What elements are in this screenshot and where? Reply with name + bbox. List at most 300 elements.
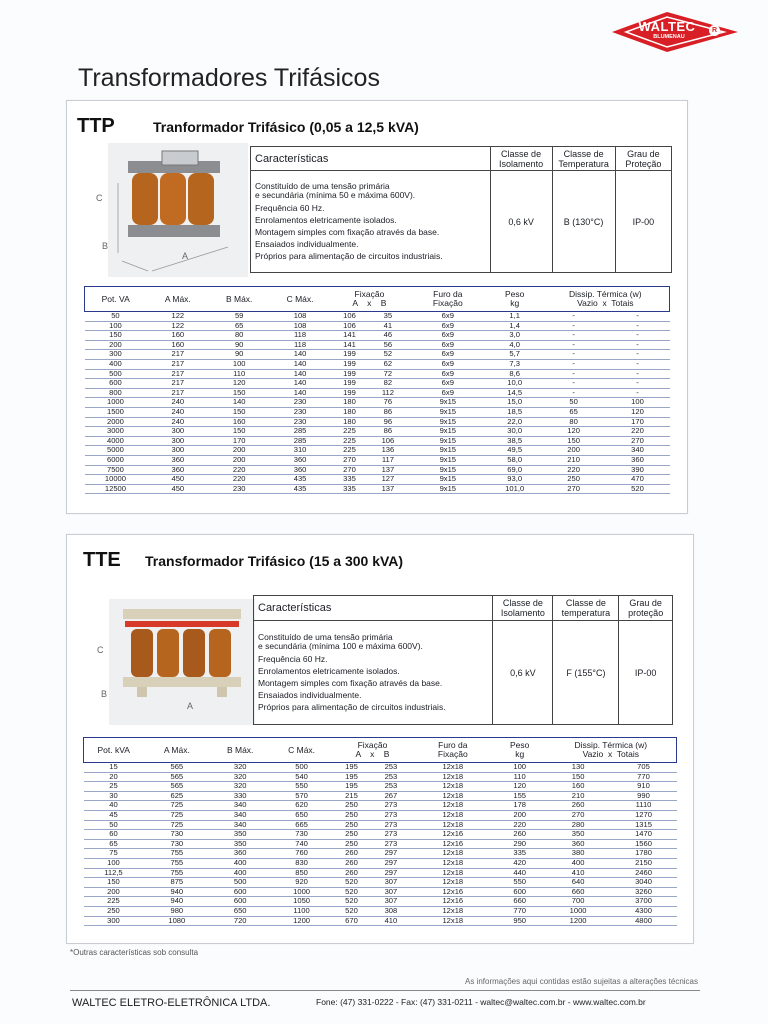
- spec-line: e secundária (mínima 50 e máxima 600V).: [255, 189, 416, 200]
- ttp-panel: [66, 100, 688, 514]
- table-cell: 570: [270, 791, 333, 801]
- ttp-subtitle: Tranformador Trifásico (0,05 a 12,5 kVA): [153, 119, 419, 135]
- table-cell: 725: [143, 801, 210, 811]
- table-row: [85, 379, 670, 389]
- table-cell: -: [542, 331, 606, 341]
- table-cell: 12x18: [412, 916, 494, 926]
- table-row: [85, 359, 670, 369]
- table-cell: 230: [269, 417, 331, 427]
- table-cell: 150: [209, 427, 269, 437]
- table-cell: 755: [143, 868, 210, 878]
- table-cell: 520: [333, 878, 370, 888]
- table-cell: 120: [494, 782, 546, 792]
- table-cell: 4300: [611, 906, 677, 916]
- table-cell: 308: [370, 906, 412, 916]
- table-cell: 360: [546, 839, 611, 849]
- tte-data-table: [83, 737, 677, 926]
- logo-city: BLUMENAU: [653, 34, 685, 40]
- col-header-fixation: [331, 287, 408, 312]
- table-cell: 1200: [270, 916, 333, 926]
- footer-contacts: Fone: (47) 331-0222 - Fax: (47) 331-0211 - waltec@waltec.com.br - www.waltec.com.br: [316, 997, 646, 1007]
- table-cell: 56: [368, 340, 408, 350]
- table-row: [85, 455, 670, 465]
- table-cell: 30,0: [488, 427, 542, 437]
- spec-protection-value: IP-00: [615, 171, 671, 273]
- table-cell: 9x15: [408, 398, 488, 408]
- ttp-code: TTP: [77, 115, 115, 137]
- table-row: [84, 849, 677, 859]
- table-cell: 12x18: [412, 772, 494, 782]
- table-cell: -: [542, 369, 606, 379]
- table-row: [85, 398, 670, 408]
- spec-line: Constituído de uma tensão primária: [258, 631, 393, 642]
- table-cell: 260: [333, 858, 370, 868]
- table-cell: -: [542, 312, 606, 322]
- table-cell: 620: [270, 801, 333, 811]
- table-cell: 140: [269, 359, 331, 369]
- table-cell: 700: [546, 897, 611, 907]
- tte-transformer-photo: [97, 599, 255, 725]
- spec-header-protection: Grau de proteção: [619, 596, 673, 621]
- table-cell: 127: [368, 475, 408, 485]
- tte-code: TTE: [83, 549, 121, 571]
- table-cell: 141: [331, 331, 368, 341]
- table-cell: 200: [542, 446, 606, 456]
- table-cell: 9x15: [408, 446, 488, 456]
- table-cell: 435: [269, 484, 331, 494]
- tte-panel: [66, 534, 694, 944]
- table-cell: 670: [333, 916, 370, 926]
- tte-subtitle: Transformador Trifásico (15 a 300 kVA): [145, 553, 404, 569]
- table-cell: 52: [368, 350, 408, 360]
- table-cell: 217: [146, 388, 209, 398]
- table-cell: 565: [143, 772, 210, 782]
- table-cell: 9x15: [408, 465, 488, 475]
- table-cell: 290: [494, 839, 546, 849]
- table-cell: 297: [370, 849, 412, 859]
- table-cell: 660: [546, 887, 611, 897]
- table-cell: 3700: [611, 897, 677, 907]
- table-cell: 12x16: [412, 887, 494, 897]
- table-cell: 380: [546, 849, 611, 859]
- table-cell: 565: [143, 763, 210, 773]
- table-cell: 12x18: [412, 791, 494, 801]
- table-cell: 270: [542, 484, 606, 494]
- disclaimer: As informações aqui contidas estão sujeitas a alterações técnicas: [464, 977, 698, 986]
- col-header-line: Furo da: [433, 289, 463, 299]
- table-cell: 210: [542, 455, 606, 465]
- table-cell: 40: [84, 801, 144, 811]
- table-cell: -: [542, 388, 606, 398]
- spec-header-temperature: Classe de Temperatura: [552, 147, 615, 171]
- table-cell: 49,5: [488, 446, 542, 456]
- table-cell: 990: [611, 791, 677, 801]
- col-header: Pot. kVA: [84, 738, 144, 763]
- table-cell: 210: [546, 791, 611, 801]
- col-header-line: Vazio x Totais: [582, 749, 640, 759]
- col-header-line: Peso: [510, 740, 530, 750]
- table-cell: 435: [269, 475, 331, 485]
- table-cell: 199: [331, 359, 368, 369]
- table-cell: 60: [84, 830, 144, 840]
- table-cell: 440: [494, 868, 546, 878]
- table-cell: 122: [146, 312, 209, 322]
- table-cell: 300: [84, 916, 144, 926]
- table-cell: 250: [333, 830, 370, 840]
- table-cell: 117: [368, 455, 408, 465]
- table-cell: 660: [494, 897, 546, 907]
- table-cell: 650: [270, 810, 333, 820]
- table-cell: 217: [146, 369, 209, 379]
- table-cell: 225: [331, 446, 368, 456]
- table-cell: 270: [331, 455, 368, 465]
- table-cell: 1780: [611, 849, 677, 859]
- table-cell: 360: [269, 465, 331, 475]
- table-row: [84, 830, 677, 840]
- col-header-line: A x B: [352, 298, 387, 308]
- table-cell: 12x18: [412, 868, 494, 878]
- table-cell: 100: [84, 858, 144, 868]
- table-cell: -: [606, 359, 670, 369]
- table-cell: 14,5: [488, 388, 542, 398]
- table-cell: 2150: [611, 858, 677, 868]
- transformer-icon: [108, 143, 248, 277]
- table-cell: -: [606, 379, 670, 389]
- table-cell: 3260: [611, 887, 677, 897]
- table-cell: 300: [146, 436, 209, 446]
- table-cell: 180: [331, 398, 368, 408]
- table-cell: 335: [494, 849, 546, 859]
- table-row: [85, 484, 670, 494]
- table-cell: 755: [143, 858, 210, 868]
- table-cell: 240: [146, 398, 209, 408]
- table-cell: 1,1: [488, 312, 542, 322]
- table-cell: 108: [269, 321, 331, 331]
- table-cell: 10000: [85, 475, 147, 485]
- table-cell: 12x18: [412, 849, 494, 859]
- table-cell: -: [542, 350, 606, 360]
- table-cell: 500: [210, 878, 270, 888]
- footer-divider: [70, 990, 700, 991]
- table-cell: 50: [542, 398, 606, 408]
- table-cell: 350: [210, 830, 270, 840]
- tte-spec-table: [253, 595, 673, 725]
- table-cell: 260: [333, 849, 370, 859]
- table-cell: 360: [606, 455, 670, 465]
- table-cell: 195: [333, 782, 370, 792]
- table-cell: 307: [370, 887, 412, 897]
- table-cell: 199: [331, 388, 368, 398]
- table-cell: 340: [606, 446, 670, 456]
- table-cell: 270: [546, 810, 611, 820]
- table-cell: 72: [368, 369, 408, 379]
- table-cell: 200: [209, 455, 269, 465]
- table-cell: 300: [85, 350, 147, 360]
- spec-description: [254, 621, 493, 725]
- table-cell: -: [542, 379, 606, 389]
- table-cell: 200: [84, 887, 144, 897]
- col-header: Pot. VA: [85, 287, 147, 312]
- table-cell: 280: [546, 820, 611, 830]
- table-cell: 273: [370, 839, 412, 849]
- table-cell: 140: [209, 398, 269, 408]
- table-cell: 220: [209, 465, 269, 475]
- table-cell: 600: [210, 887, 270, 897]
- col-header-hole: [408, 287, 488, 312]
- table-cell: 12x16: [412, 897, 494, 907]
- table-cell: 12x18: [412, 906, 494, 916]
- table-cell: 2000: [85, 417, 147, 427]
- col-header-hole: [412, 738, 494, 763]
- table-cell: 82: [368, 379, 408, 389]
- table-cell: 58,0: [488, 455, 542, 465]
- table-cell: 410: [546, 868, 611, 878]
- table-cell: 110: [209, 369, 269, 379]
- table-cell: 340: [210, 801, 270, 811]
- table-cell: 18,5: [488, 407, 542, 417]
- table-cell: 170: [606, 417, 670, 427]
- table-cell: 3040: [611, 878, 677, 888]
- dim-b-label: B: [102, 241, 109, 251]
- table-row: [85, 331, 670, 341]
- table-cell: 140: [269, 388, 331, 398]
- table-cell: 9x15: [408, 436, 488, 446]
- table-row: [84, 897, 677, 907]
- table-cell: 360: [269, 455, 331, 465]
- table-cell: 755: [143, 849, 210, 859]
- col-header-line: A x B: [355, 749, 390, 759]
- ttp-transformer-photo: [96, 143, 248, 277]
- table-cell: 86: [368, 407, 408, 417]
- spec-insulation-value: 0,6 kV: [493, 621, 553, 725]
- table-cell: 130: [546, 763, 611, 773]
- table-cell: 69,0: [488, 465, 542, 475]
- dim-b-label: B: [101, 689, 108, 699]
- table-cell: 350: [546, 830, 611, 840]
- table-cell: 90: [209, 350, 269, 360]
- table-cell: 285: [269, 427, 331, 437]
- col-header: A Máx.: [143, 738, 210, 763]
- table-cell: 100: [494, 763, 546, 773]
- table-cell: 285: [269, 436, 331, 446]
- table-cell: 170: [209, 436, 269, 446]
- table-cell: 230: [269, 407, 331, 417]
- spec-protection-value: IP-00: [619, 621, 673, 725]
- table-cell: 400: [546, 858, 611, 868]
- table-cell: 1500: [85, 407, 147, 417]
- table-cell: 137: [368, 484, 408, 494]
- table-cell: 140: [269, 379, 331, 389]
- table-cell: 217: [146, 350, 209, 360]
- table-cell: 7,3: [488, 359, 542, 369]
- table-cell: 76: [368, 398, 408, 408]
- table-cell: 200: [494, 810, 546, 820]
- table-cell: 273: [370, 830, 412, 840]
- col-header-line: Furo da: [438, 740, 468, 750]
- table-cell: 500: [85, 369, 147, 379]
- table-cell: 1270: [611, 810, 677, 820]
- table-cell: 260: [333, 868, 370, 878]
- table-cell: 940: [143, 897, 210, 907]
- col-header-line: Vazio x Totais: [577, 298, 634, 308]
- page-title: Transformadores Trifásicos: [78, 64, 380, 92]
- table-cell: 15: [84, 763, 144, 773]
- table-cell: 540: [270, 772, 333, 782]
- spec-line: Ensaiados individualmente.: [258, 689, 362, 700]
- table-cell: 25: [84, 782, 144, 792]
- table-cell: 9x15: [408, 417, 488, 427]
- table-cell: 120: [606, 407, 670, 417]
- table-cell: 150: [84, 878, 144, 888]
- table-cell: 875: [143, 878, 210, 888]
- table-cell: 1110: [611, 801, 677, 811]
- table-row: [84, 782, 677, 792]
- table-cell: 136: [368, 446, 408, 456]
- table-cell: 150: [542, 436, 606, 446]
- spec-temperature-value: B (130°C): [552, 171, 615, 273]
- ttp-data-table: [84, 286, 670, 494]
- table-cell: 520: [333, 906, 370, 916]
- table-cell: 565: [143, 782, 210, 792]
- col-header: C Máx.: [270, 738, 333, 763]
- transformer-icon: [109, 599, 255, 725]
- table-cell: 9x15: [408, 455, 488, 465]
- table-cell: 12x16: [412, 830, 494, 840]
- table-cell: 310: [269, 446, 331, 456]
- table-cell: 100: [85, 321, 147, 331]
- table-cell: 230: [269, 398, 331, 408]
- table-cell: 112,5: [84, 868, 144, 878]
- waltec-logo: [612, 12, 738, 52]
- table-cell: 9x15: [408, 484, 488, 494]
- table-cell: 220: [542, 465, 606, 475]
- table-cell: 38,5: [488, 436, 542, 446]
- table-cell: 253: [370, 782, 412, 792]
- table-cell: 400: [85, 359, 147, 369]
- dim-c-label: C: [97, 645, 104, 655]
- table-cell: 520: [333, 897, 370, 907]
- table-cell: 106: [331, 321, 368, 331]
- table-cell: 665: [270, 820, 333, 830]
- table-row: [84, 810, 677, 820]
- table-cell: 1100: [270, 906, 333, 916]
- table-cell: 400: [210, 868, 270, 878]
- table-row: [84, 763, 677, 773]
- table-cell: 150: [209, 388, 269, 398]
- table-cell: 178: [494, 801, 546, 811]
- dim-c-label: C: [96, 193, 103, 203]
- table-cell: 720: [210, 916, 270, 926]
- table-cell: 2460: [611, 868, 677, 878]
- table-cell: 180: [331, 417, 368, 427]
- spec-line: Enrolamentos eletricamente isolados.: [258, 665, 400, 676]
- table-cell: 625: [143, 791, 210, 801]
- spec-header-characteristics: Características: [254, 596, 493, 621]
- spec-line: Constituído de uma tensão primária: [255, 180, 390, 191]
- table-cell: 950: [494, 916, 546, 926]
- table-cell: 250: [333, 820, 370, 830]
- col-header: B Máx.: [209, 287, 269, 312]
- table-cell: 225: [331, 427, 368, 437]
- table-cell: 273: [370, 820, 412, 830]
- table-cell: 80: [542, 417, 606, 427]
- table-cell: 6000: [85, 455, 147, 465]
- col-header-line: Fixação: [357, 740, 388, 750]
- table-cell: 770: [611, 772, 677, 782]
- table-cell: 7500: [85, 465, 147, 475]
- col-header-weight: [488, 287, 542, 312]
- table-cell: 450: [146, 484, 209, 494]
- table-cell: 215: [333, 791, 370, 801]
- table-row: [85, 407, 670, 417]
- table-cell: 270: [606, 436, 670, 446]
- table-cell: 297: [370, 858, 412, 868]
- col-header-fixation: [333, 738, 412, 763]
- spec-line: Ensaiados individualmente.: [255, 238, 359, 249]
- table-cell: -: [606, 350, 670, 360]
- table-cell: 350: [210, 839, 270, 849]
- table-cell: 225: [84, 897, 144, 907]
- spec-line: e secundária (mínima 100 e máxima 600V).: [258, 640, 423, 651]
- table-cell: 50: [85, 312, 147, 322]
- table-cell: 100: [606, 398, 670, 408]
- table-cell: 93,0: [488, 475, 542, 485]
- table-cell: 910: [611, 782, 677, 792]
- table-cell: 1050: [270, 897, 333, 907]
- table-cell: 65: [209, 321, 269, 331]
- table-cell: 920: [270, 878, 333, 888]
- spec-header-temperature: Classe de temperatura: [553, 596, 619, 621]
- table-cell: 195: [333, 763, 370, 773]
- table-cell: 705: [611, 763, 677, 773]
- table-cell: 160: [546, 782, 611, 792]
- table-cell: 199: [331, 350, 368, 360]
- table-cell: 12x18: [412, 820, 494, 830]
- table-cell: 65: [542, 407, 606, 417]
- table-cell: 1200: [546, 916, 611, 926]
- table-cell: -: [606, 331, 670, 341]
- table-cell: 12x18: [412, 810, 494, 820]
- table-cell: 6x9: [408, 388, 488, 398]
- table-cell: 20: [84, 772, 144, 782]
- table-cell: 200: [209, 446, 269, 456]
- table-cell: 725: [143, 820, 210, 830]
- table-cell: 112: [368, 388, 408, 398]
- table-cell: 770: [494, 906, 546, 916]
- table-cell: 100: [209, 359, 269, 369]
- table-cell: 80: [209, 331, 269, 341]
- table-cell: 59: [209, 312, 269, 322]
- col-header-line: Fixação: [354, 289, 385, 299]
- table-cell: 106: [368, 436, 408, 446]
- spec-line: Frequência 60 Hz.: [258, 653, 328, 664]
- table-cell: 46: [368, 331, 408, 341]
- table-cell: 12x16: [412, 839, 494, 849]
- table-cell: -: [542, 359, 606, 369]
- spec-header-protection: Grau de Proteção: [615, 147, 671, 171]
- table-cell: 9x15: [408, 407, 488, 417]
- table-cell: 1080: [143, 916, 210, 926]
- spec-line: Montagem simples com fixação através da base.: [255, 226, 440, 237]
- table-cell: 470: [606, 475, 670, 485]
- table-cell: 253: [370, 772, 412, 782]
- table-cell: 217: [146, 379, 209, 389]
- table-cell: 140: [269, 350, 331, 360]
- table-cell: 106: [331, 312, 368, 322]
- table-cell: 4,0: [488, 340, 542, 350]
- table-cell: 335: [331, 484, 368, 494]
- table-cell: 217: [146, 359, 209, 369]
